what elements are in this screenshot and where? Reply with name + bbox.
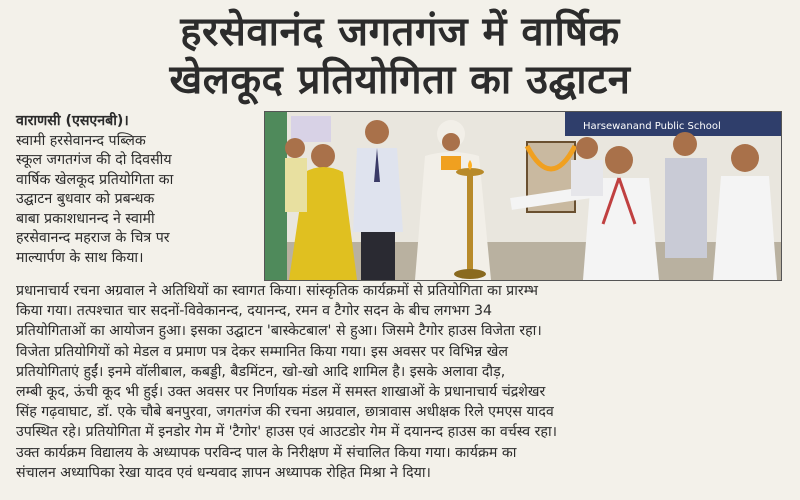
banner-text: Harsewanand Public School xyxy=(583,121,721,132)
lead-column xyxy=(16,112,256,268)
body-line: सिंह गढ़वाघाट, डॉ. एके चौबे बनपुरवा, जगतगंज की रचना अग्रवाल, छात्रावास अधीक्षक रिले एमएस यादव xyxy=(16,404,554,421)
body-line: संचालन अध्यापिका रेखा यादव एवं धन्यवाद ज्ञापन अध्यापक रोहित मिश्रा ने दिया। xyxy=(16,464,431,481)
dateline: वाराणसी (एसएनबी)। xyxy=(16,113,129,129)
body-line: किया गया। तत्पश्चात चार सदनों-विवेकानन्द, दयानन्द, रमन व टैगोर सदन के बीच लगभग 34 xyxy=(16,303,493,320)
lead-line: उद्घाटन बुधवार को प्रबन्धक xyxy=(16,191,155,207)
body-line: उपस्थित रहे। प्रतियोगिता में इनडोर गेम में 'टैगोर' हाउस एवं आउटडोर गेम में दयानन्द हाउस का वर्चस्व रहा। xyxy=(16,424,558,441)
lead-line: वार्षिक खेलकूद प्रतियोगिता का xyxy=(16,171,174,188)
lead-line: बाबा प्रकाशधानन्द ने स्वामी xyxy=(16,210,155,227)
curtain xyxy=(265,112,287,280)
photo-illustration xyxy=(265,112,781,280)
event-photo xyxy=(264,111,782,281)
article-body xyxy=(16,281,784,483)
headline-line-2: खेलकूद प्रतियोगिता का उद्घाटन xyxy=(169,57,631,103)
body-line: लम्बी कूद, ऊंची कूद भी हुई। उक्त अवसर पर निर्णायक मंडल में समस्त शाखाओं के प्रधानाचार्य चंद्रशेखर xyxy=(16,384,546,401)
lead-line: स्वामी हरसेवानन्द पब्लिक xyxy=(16,132,146,149)
headline-line-1: हरसेवानंद जगतगंज में वार्षिक xyxy=(180,9,620,55)
body-line: विजेता प्रतियोगियों को मेडल व प्रमाण पत्र देकर सम्मानित किया गया। इस अवसर पर विभिन्न खेल xyxy=(16,343,508,360)
body-line: प्रतियोगिताएं हुईं। इनमे वॉलीबाल, कबड्डी, बैडमिंटन, खो-खो आदि शामिल है। इसके अलावा दौड़, xyxy=(16,363,506,380)
lead-line: हरसेवानन्द महराज के चित्र पर xyxy=(16,230,170,246)
body-line: प्रधानाचार्य रचना अग्रवाल ने अतिथियों का स्वागत किया। सांस्कृतिक कार्यक्रमों से प्रतियोगिता का प्रारम्भ xyxy=(16,283,538,299)
person-girl xyxy=(285,138,307,212)
body-line: प्रतियोगिताओं का आयोजन हुआ। इसका उद्घाटन 'बास्केटबाल' से हुआ। जिसमे टैगोर हाउस विजेता रहा। xyxy=(16,323,542,340)
lead-line: माल्यार्पण के साथ किया। xyxy=(16,249,144,266)
body-line: उक्त कार्यक्रम विद्यालय के अध्यापक परविन्द पाल के निरीक्षण में संचालित किया गया। कार्यक्रम का xyxy=(16,444,517,461)
lead-line: स्कूल जगतगंज की दो दिवसीय xyxy=(16,152,172,168)
